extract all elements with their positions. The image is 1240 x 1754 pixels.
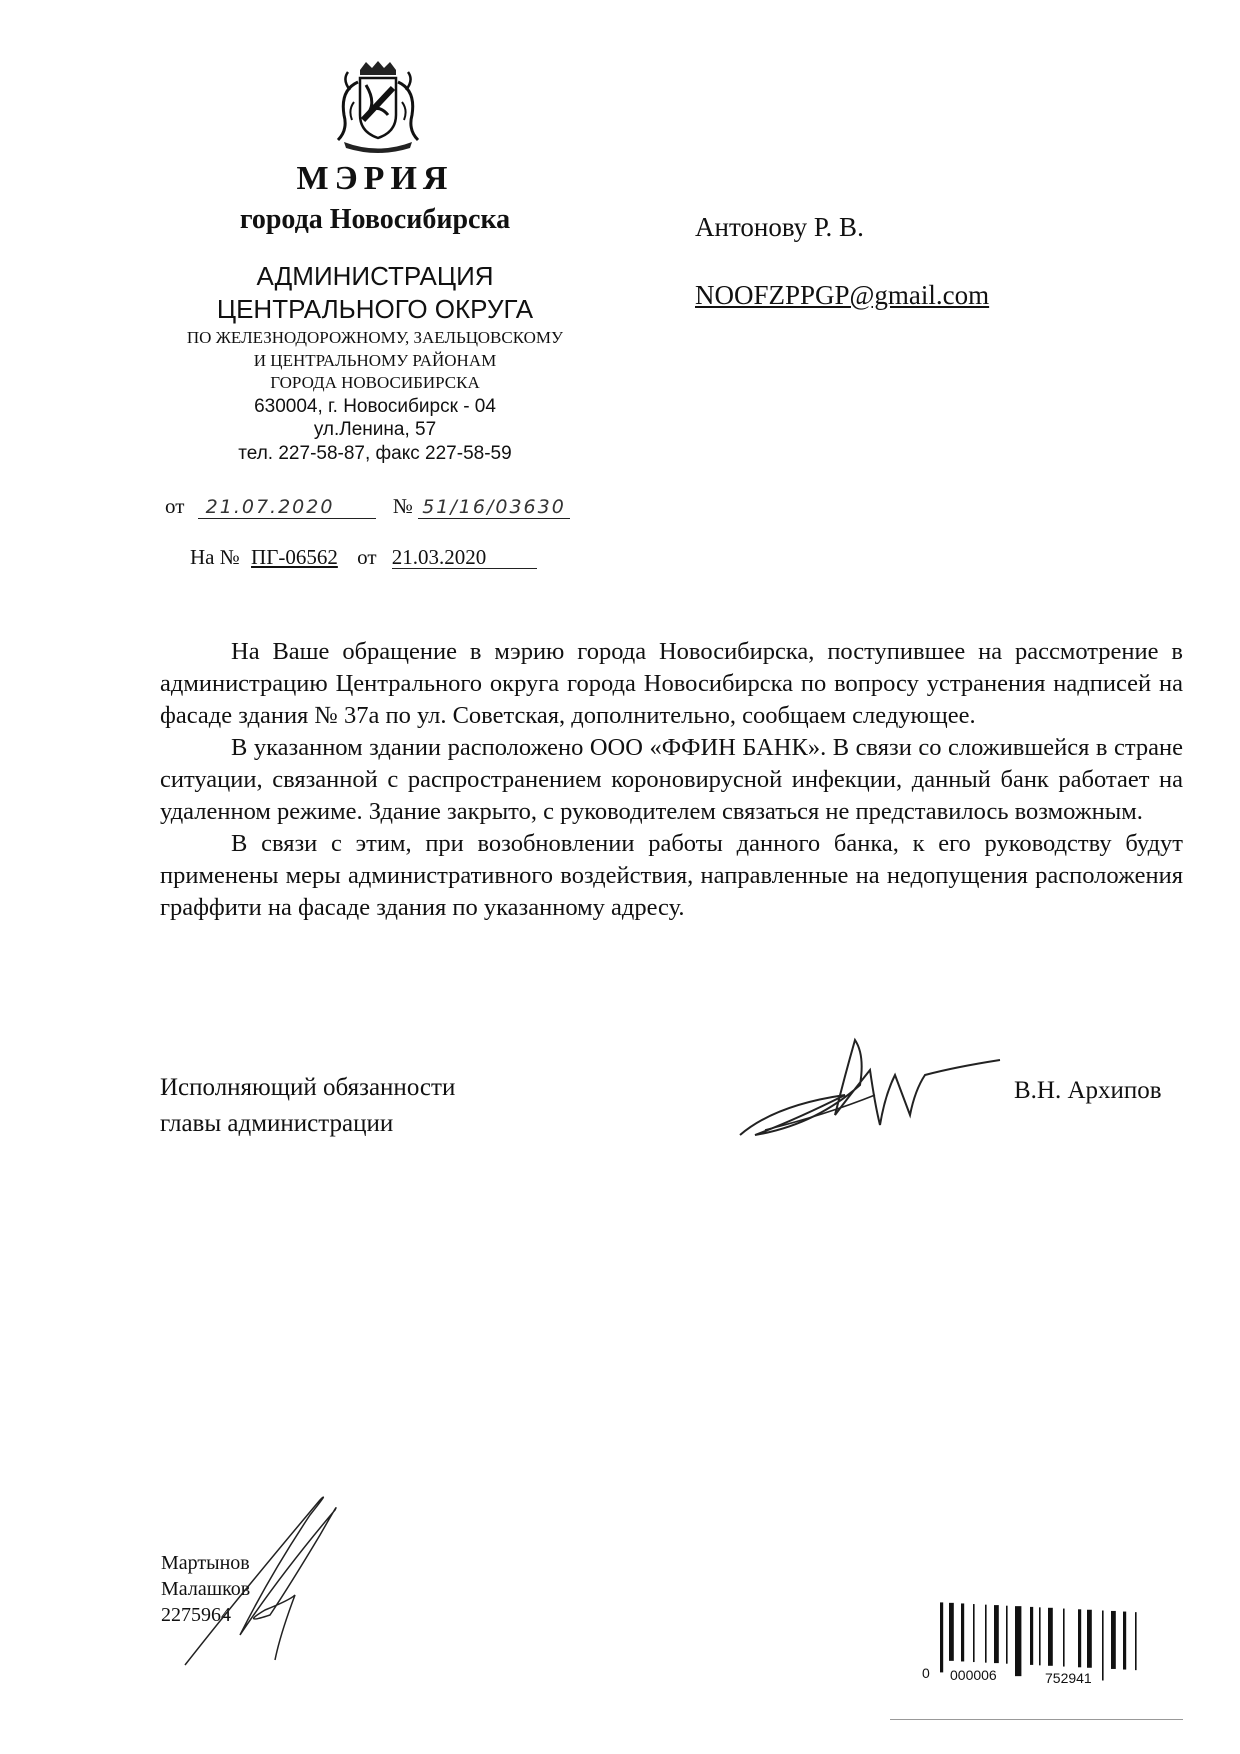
body-paragraph: На Ваше обращение в мэрию города Новосибирска, поступившее на рассмотрение в администрацию Центрального округа города Новосибирска по вопросу устранения надписей на фасаде здания № 37а по ул. Советская, дополнительно, сообщаем следующее. xyxy=(160,638,1183,729)
district-line: И ЦЕНТРАЛЬНОМУ РАЙОНАМ xyxy=(253,351,497,370)
body-paragraph: В связи с этим, при возобновлении работы данного банка, к его руководству будут применены меры административного воздействия, направленные на недопущения расположения граффити на фасаде здания по указанному адресу. xyxy=(160,830,1183,921)
barcode-bar xyxy=(1087,1610,1092,1668)
number-label: № xyxy=(392,494,413,518)
recipient-email[interactable]: NOOFZPPGP@gmail.com xyxy=(695,280,990,310)
org-city: города Новосибирска xyxy=(239,204,511,235)
barcode-bar xyxy=(1123,1612,1126,1670)
barcode-bar xyxy=(985,1605,987,1663)
signer-position-line2: главы администрации xyxy=(160,1110,394,1137)
executor-name: Мартынов xyxy=(161,1552,250,1574)
signer-position-line1: Исполняющий обязанности xyxy=(160,1074,456,1101)
barcode-right-digits: 752941 xyxy=(1045,1670,1092,1686)
barcode-bar xyxy=(1015,1606,1021,1676)
district-line: ПО ЖЕЛЕЗНОДОРОЖНОМУ, ЗАЕЛЬЦОВСКОМУ xyxy=(186,328,564,347)
executor-signature xyxy=(180,1485,350,1670)
handwritten-signature xyxy=(735,1035,1005,1145)
barcode-bar xyxy=(1102,1611,1104,1681)
executor-name: Малашков xyxy=(161,1578,251,1600)
barcode-bar xyxy=(994,1605,999,1663)
admin-line2: ЦЕНТРАЛЬНОГО ОКРУГА xyxy=(216,294,534,324)
admin-line1: АДМИНИСТРАЦИЯ xyxy=(256,261,494,291)
body-paragraph: В указанном здании расположено ООО «ФФИН БАНК». В связи со сложившейся в стране ситуации, связанной с распространением короновирусной инфекции, данный банк работает на удаленном режиме. Здание закрыто, с руководителем связаться не представилось возможным. xyxy=(160,734,1183,825)
barcode-mid-digits: 000006 xyxy=(950,1667,997,1683)
barcode-left-digit: 0 xyxy=(922,1665,930,1681)
address-line: ул.Ленина, 57 xyxy=(313,419,437,440)
address-line: 630004, г. Новосибирск - 04 xyxy=(254,396,496,417)
outgoing-reference xyxy=(165,494,570,519)
letter-body xyxy=(160,636,1183,924)
barcode-bar xyxy=(1063,1609,1065,1667)
reply-reference xyxy=(190,545,537,570)
barcode-bar xyxy=(1006,1606,1008,1664)
barcode-bar xyxy=(1030,1607,1033,1665)
barcode-bar xyxy=(1039,1607,1041,1665)
reply-from-label: от xyxy=(357,545,377,569)
signer-name: В.Н. Архипов xyxy=(1014,1077,1162,1104)
recipient-name: Антонову Р. В. xyxy=(695,212,864,242)
barcode-bar xyxy=(1111,1611,1116,1669)
from-label: от xyxy=(165,494,185,518)
org-title: МЭРИЯ xyxy=(296,160,454,197)
reply-label: На № xyxy=(190,545,240,569)
district-line: ГОРОДА НОВОСИБИРСКА xyxy=(270,373,480,392)
handwritten-date: 21.07.2020 xyxy=(198,496,376,519)
barcode-bar xyxy=(1048,1608,1053,1666)
barcode-bar xyxy=(949,1603,954,1661)
barcode-bar xyxy=(961,1603,964,1661)
address-line: тел. 227-58-87, факс 227-58-59 xyxy=(238,443,512,464)
barcode-bar xyxy=(1078,1609,1081,1667)
barcode-bar xyxy=(940,1602,943,1672)
executor-phone: 2275964 xyxy=(161,1604,231,1626)
reply-number: ПГ-06562 xyxy=(251,545,338,569)
barcode-bar xyxy=(973,1604,975,1662)
city-coat-of-arms-emblem xyxy=(330,60,426,155)
bottom-divider xyxy=(890,1719,1183,1720)
barcode-bar xyxy=(1135,1612,1137,1670)
handwritten-number: 51/16/03630 xyxy=(418,496,570,519)
reply-date: 21.03.2020 xyxy=(392,546,537,569)
